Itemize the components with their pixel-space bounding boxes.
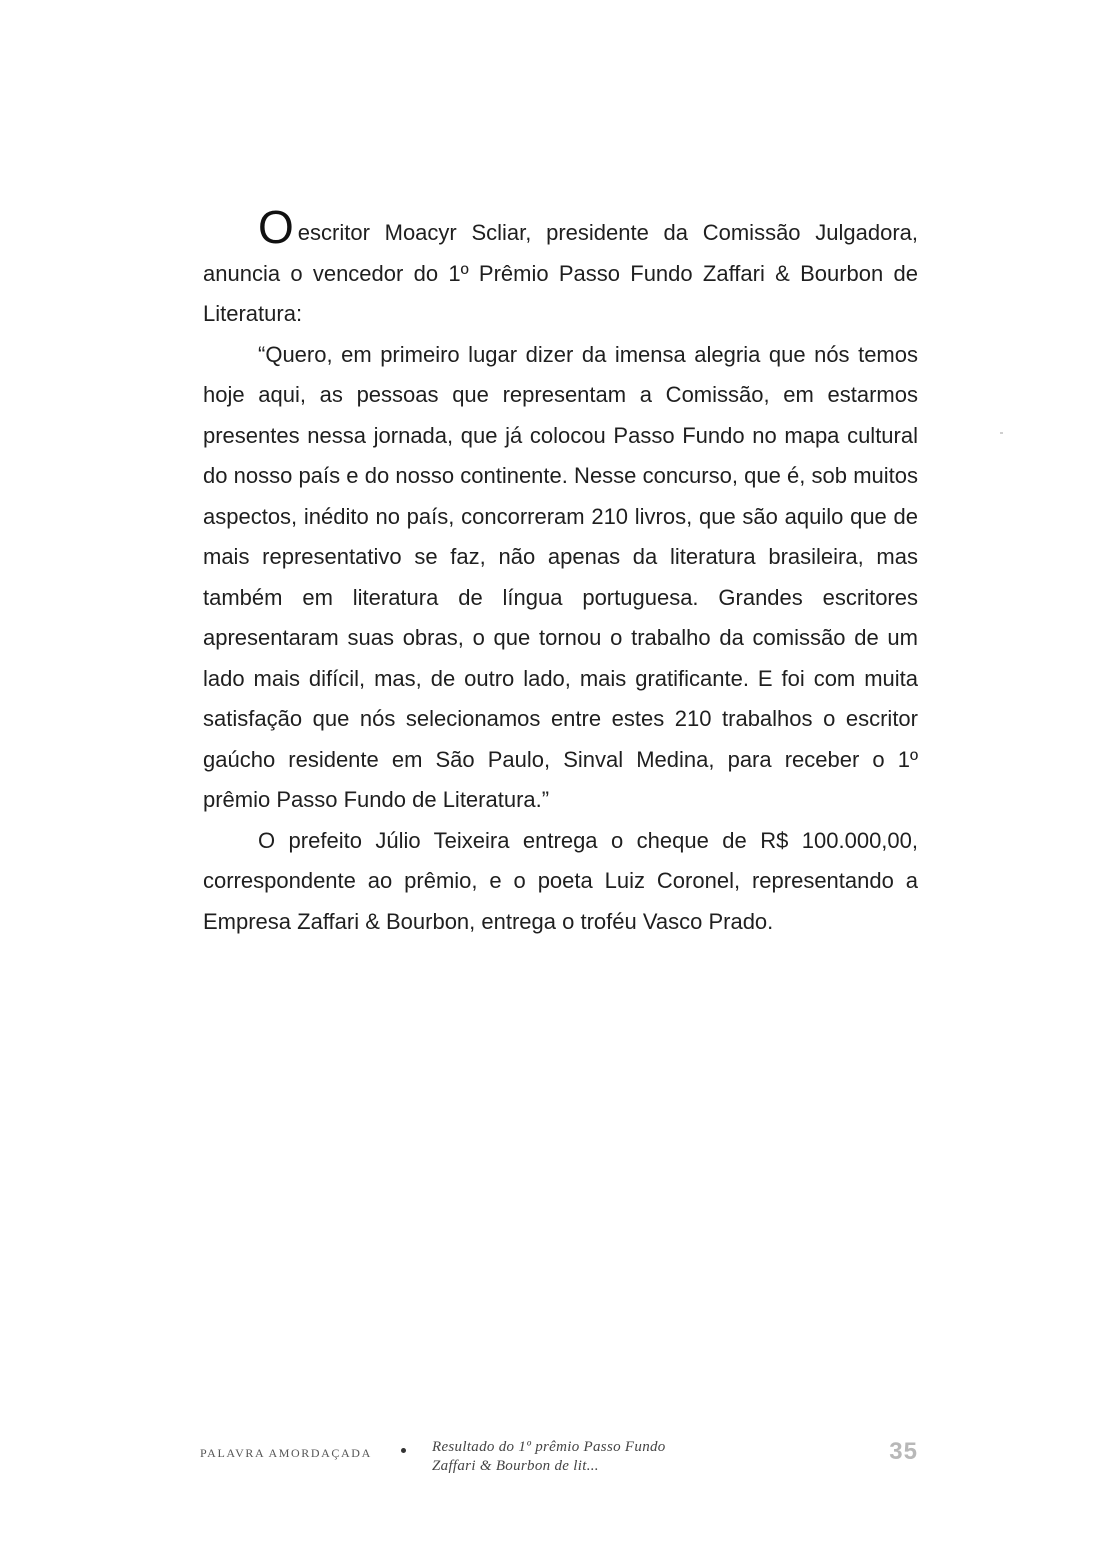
scan-speck (1000, 432, 1003, 434)
page-number: 35 (889, 1438, 918, 1465)
footer-book-title: PALAVRA AMORDAÇADA (200, 1446, 372, 1460)
body-text (203, 201, 918, 942)
drop-cap: O (258, 201, 294, 253)
footer-chapter-line-2: Zaffari & Bourbon de lit... (432, 1458, 599, 1474)
page-footer (200, 1436, 920, 1496)
paragraph-opening (203, 201, 918, 335)
footer-chapter-line-1: Resultado do 1º prêmio Passo Fundo (432, 1439, 666, 1455)
paragraph-quote: “Quero, em primeiro lugar dizer da imensa alegria que nós temos hoje aqui, as pessoas que representam a Comissão, em estarmos presentes nessa jornada, que já colocou Passo Fundo no mapa cultural do nosso país e do nosso continente. Nesse concurso, que é, sob muitos aspectos, inédito no país, concorreram 210 livros, que são aquilo que de mais representativo se faz, não apenas da literatura brasileira, mas também em literatura de língua portuguesa. Grandes escritores apresentaram suas obras, o que tornou o trabalho da comissão de um lado mais difícil, mas, de outro lado, mais gratificante. E foi com muita satisfação que nós selecionamos entre estes 210 trabalhos o escritor gaúcho residente em São Paulo, Sinval Medina, para receber o 1º prêmio Passo Fundo de Literatura.” (203, 341, 918, 812)
footer-chapter-title (432, 1438, 666, 1476)
paragraph-opening-text: escritor Moacyr Scliar, presidente da Comissão Julgadora, anuncia o vencedor do 1º Prêmio Passo Fundo Zaffari & Bourbon de Literatura: (203, 220, 918, 326)
paragraph-award: O prefeito Júlio Teixeira entrega o cheque de R$ 100.000,00, correspondente ao prêmio, e o poeta Luiz Coronel, representando a Empresa Zaffari & Bourbon, entrega o troféu Vasco Prado. (203, 827, 918, 934)
footer-bullet-icon (401, 1448, 406, 1453)
